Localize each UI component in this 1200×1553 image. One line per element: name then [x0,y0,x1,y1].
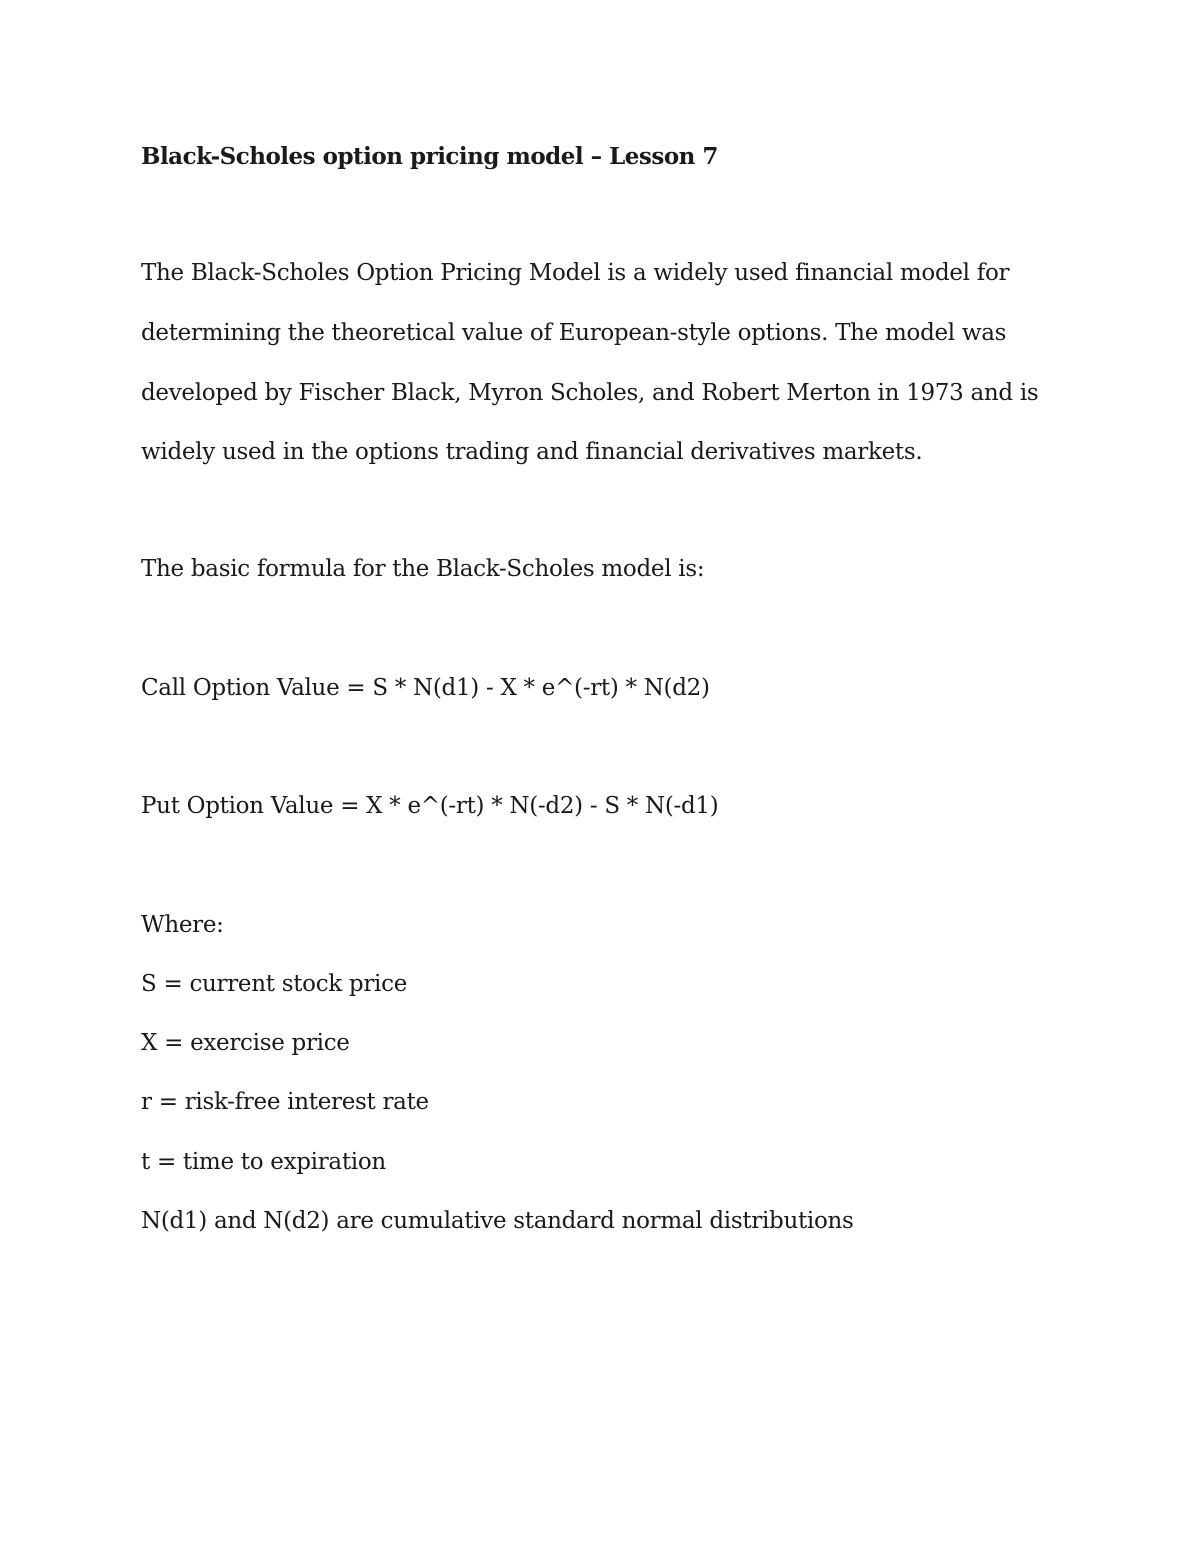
call-formula: Call Option Value = S * N(d1) - X * e^(-rt) * N(d2) [141,675,710,701]
intro-line-1: The Black-Scholes Option Pricing Model is a widely used financial model for [141,260,1010,286]
definition-x: X = exercise price [141,1030,350,1056]
intro-line-2: determining the theoretical value of European-style options. The model was [141,320,1007,346]
definition-n: N(d1) and N(d2) are cumulative standard normal distributions [141,1208,854,1234]
where-label: Where: [141,912,224,938]
intro-line-4: widely used in the options trading and financial derivatives markets. [141,439,923,465]
definition-r: r = risk-free interest rate [141,1089,429,1115]
formula-intro: The basic formula for the Black-Scholes model is: [141,556,705,582]
intro-line-3: developed by Fischer Black, Myron Scholes, and Robert Merton in 1973 and is [141,380,1039,406]
definition-s: S = current stock price [141,971,408,997]
put-formula: Put Option Value = X * e^(-rt) * N(-d2) - S * N(-d1) [141,793,719,819]
definition-t: t = time to expiration [141,1149,386,1175]
document-title: Black-Scholes option pricing model – Lesson 7 [141,143,718,170]
